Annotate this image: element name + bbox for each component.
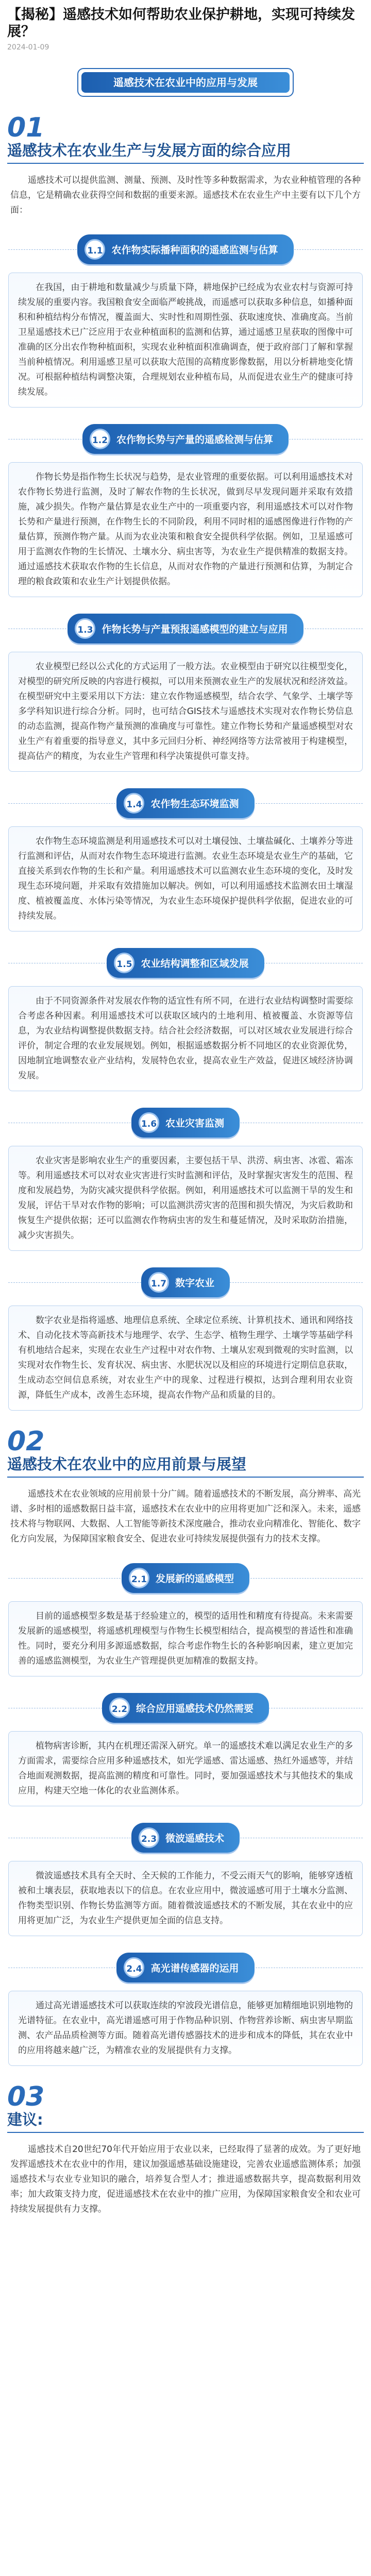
topic-title: 农作物生态环境监测 [150,798,239,810]
topic-number-badge: 2.3 [139,1827,159,1848]
topic-text: 农业灾害是影响农业生产的重要因素，主要包括干旱、洪涝、病虫害、冰雹、霜冻等。利用遥感技术可以对农业灾害进行实时监测和评估，及时掌握灾害发生的范围、程度和发展趋势，为防灾减灾提供科学依据。例如，利用遥感技术可以监测干旱的发生和发展，评估干旱对农作物的影响；可以监测洪涝灾害的范围和损失情况，为灾后救助和恢复生产提供依据；还可以监测农作物病虫害的发生和蔓延情况，及时采取防治措施，减少灾害损失。 [18,1156,353,1241]
section-1-header [0,114,371,164]
topic-block [8,1108,363,1251]
topic-card [8,826,363,931]
topic-card [8,1306,363,1411]
topic-pill [68,614,303,643]
topic-card [8,1731,363,1806]
topic-title: 农业灾害监测 [165,1117,224,1129]
topic-text: 农业模型已经以公式化的方式运用了一般方法。农业模型由于研究以往模型变化，对模型的研究所反映的内容进行模拟，可以用来预测农业生产的发展状况和经济效益。在模型研究中主要采用以下方法：建立农作物遥感模型，结合农学、气象学、土壤学等多学科知识进行综合分析。同时，也可结合GIS技术与遥感技术实现对农作物长势信息的动态监测，提高作物产量预测的准确度与可靠性。建立作物长势和产量遥感模型对农业生产有着重要的指导意义，其中多元回归分析、神经网络等方法常被用于构建模型，提高估产的精度，为农业生产管理和科学决策提供可靠支持。 [18,662,353,761]
banner-label: 遥感技术在农业中的应用与发展 [81,72,290,93]
topic-pill [77,234,293,264]
topic-number-badge: 1.4 [124,793,144,814]
topic-pill [102,1693,269,1723]
topic-block [8,1267,363,1411]
topic-block [8,948,363,1091]
topic-heading [8,1267,363,1297]
topic-block [8,1693,363,1806]
banner-frame [77,68,294,97]
topic-heading [8,788,363,818]
topic-title: 微波遥感技术 [165,1833,224,1844]
article-title: 【揭秘】遥感技术如何帮助农业保护耕地，实现可持续发展？ [7,7,355,40]
topic-heading [8,1953,363,1982]
section-intro: 遥感技术在农业领域的应用前景十分广阔。随着遥感技术的不断发展，高分辨率、高光谱、多时相的遥感数据日益丰富，遥感技术在农业中的应用将更加广泛和深入。未来，遥感技术将与物联网、大数据、人工智能等新技术深度融合，推动农业向精准化、智能化、数字化方向发展，为保障国家粮食安全、促进农业可持续发展提供强有力的技术支撑。 [10,1489,361,1544]
topic-number-badge: 2.1 [129,1568,149,1588]
topic-card [8,1861,363,1936]
topic-heading [8,614,363,643]
topic-text: 数字农业是指将遥感、地理信息系统、全球定位系统、计算机技术、通讯和网络技术、自动化技术等高新技术与地理学、农学、生态学、植物生理学、土壤学等基础学科有机地结合起来，实现在农业生产过程中对农作物、土壤从宏观到微观的实时监测，以实现对农作物生长、发育状况、病虫害、水肥状况以及相应的环境进行定期信息获取，生成动态空间信息系统，对农业生产中的现象、过程进行模拟，达到合理利用农业资源，降低生产成本，改善生态环境，提高农作物产品和质量的目的。 [18,1315,353,1400]
topic-title: 农作物长势与产量的遥感检测与估算 [116,434,273,446]
topic-pill [116,788,254,818]
publish-date: 2024-01-09 [7,43,49,52]
section-2-header [0,1428,371,1478]
topic-text: 在我国，由于耕地和数量减少与质量下降，耕地保护已经成为农业农村与资源可持续发展的重要内容。我国粮食安全面临严峻挑战，而遥感可以获取多种信息，如播种面积和种植结构分布情况，覆盖面大、实时性和周期性强、获取速度快、准确度高。当前卫星遥感技术已广泛应用于农业种植面积的监测和估算，通过遥感卫星获取的图像中可准确的区分出农作物种植面积，实现农业种植面积准确调查，便于政府部门了解和掌握当前种植情况。利用遥感卫星可以获取大范围的高精度影像数据，用以分析耕地变化情况。可根据种植结构调整决策，合理规划农业种植布局，从而促进农业生产的健康可持续发展。 [18,282,353,397]
topic-block [8,424,363,597]
topic-pill [82,424,289,454]
topic-pill [116,1953,254,1982]
topic-card [8,1146,363,1251]
topic-heading [8,948,363,978]
topic-pill [107,948,264,978]
topic-block [8,1563,363,1676]
topic-card [8,986,363,1091]
topic-heading [8,1108,363,1138]
topic-number-badge: 1.7 [148,1272,169,1293]
section-number: 03 [7,2081,45,2112]
section-number: 02 [7,1426,45,1457]
topic-block [8,788,363,931]
topic-heading [8,1563,363,1593]
topic-text: 微波遥感技术具有全天时、全天候的工作能力，不受云雨天气的影响，能够穿透植被和土壤表层，获取地表以下的信息。在农业应用中，微波遥感可用于土壤水分监测、作物类型识别、作物长势监测等方面。随着微波遥感技术的不断发展，其在农业中的应用将更加广泛，为农业生产提供更加全面的信息支持。 [18,1871,353,1926]
section-title: 建议: [7,2110,364,2133]
topic-text: 通过高光谱遥感技术可以获取连续的窄波段光谱信息，能够更加精细地识别地物的光谱特征。在农业中，高光谱遥感可用于作物品种识别、作物营养诊断、病虫害早期监测、农产品品质检测等方面。随着高光谱传感器技术的进步和成本的降低，其在农业中的应用将越来越广泛，为精准农业的发展提供有力支撑。 [18,2001,353,2056]
topic-pill [141,1267,230,1297]
topic-text: 目前的遥感模型多数是基于经验建立的，模型的适用性和精度有待提高。未来需要发展新的遥感模型，将遥感机理模型与作物生长模型相结合，提高模型的普适性和准确性。同时，要充分利用多源遥感数据，综合考虑作物生长的各种影响因素，建立更加完善的遥感监测模型，为农业生产管理提供更加精准的数据支持。 [18,1611,353,1666]
topic-card [8,1601,363,1676]
topic-heading [8,234,363,264]
topic-number-badge: 1.1 [85,239,105,260]
topic-title: 高光谱传感器的运用 [150,1962,239,1974]
topic-block [8,1953,363,2066]
topic-text: 植物病害诊断，其内在机理还需深入研究。单一的遥感技术难以满足农业生产的多方面需求，需要综合应用多种遥感技术，如光学遥感、雷达遥感、热红外遥感等，并结合地面观测数据，提高监测的精度和可靠性。同时，要加强遥感技术与其他技术的集成应用，构建天空地一体化的农业监测体系。 [18,1741,353,1796]
topic-number-badge: 2.2 [109,1698,130,1718]
topic-number-badge: 1.2 [90,429,110,449]
topic-card [8,462,363,597]
topic-heading [8,424,363,454]
topic-number-badge: 1.6 [139,1112,159,1133]
topic-title: 作物长势与产量预报遥感模型的建立与应用 [102,623,288,635]
section-3-header [0,2083,371,2133]
topic-pill [131,1108,240,1138]
topic-title: 数字农业 [175,1277,214,1289]
section-text: 遥感技术自20世纪70年代开始应用于农业以来，已经取得了显著的成效。为了更好地发挥遥感技术在农业中的作用，建议加强遥感基础设施建设，完善农业遥感监测体系；加强遥感技术与农业专业知识的融合，培养复合型人才；推进遥感数据共享，提高数据利用效率；加大政策支持力度，促进遥感技术在农业中的推广应用，为保障国家粮食安全和农业可持续发展提供有力支撑。 [10,2144,361,2214]
section-intro: 遥感技术可以提供监测、测量、预测、及时性等多种数据需求，为农业种植管理的各种信息，它是精确农业获得空间和数据的重要来源。遥感技术在农业生产中主要有以下几个方面： [10,175,361,215]
topic-block [8,1823,363,1936]
topic-title: 农作物实际播种面积的遥感监测与估算 [111,244,278,256]
topic-title: 综合应用遥感技术仍然需要 [136,1703,254,1715]
section-title: 遥感技术在农业中的应用前景与展望 [7,1455,364,1478]
topic-number-badge: 2.4 [124,1957,144,1978]
topic-heading [8,1823,363,1853]
topic-number-badge: 1.3 [75,618,95,639]
topic-block [8,614,363,772]
topic-number-badge: 1.5 [114,953,134,973]
topic-text: 农作物生态环境监测是利用遥感技术可以对土壤侵蚀、土壤盐碱化、土壤养分等进行监测和评估，从而对农作物生态环境进行监测。农业生态环境是农业生产的基础，它直接关系到农作物的生长和产量。利用遥感技术可以监测农业生态环境的变化，及时发现生态环境问题，并采取有效措施加以解决。例如，可以利用遥感技术监测农田土壤湿度、植被覆盖度、水体污染等情况，为农业生态环境保护提供科学依据，促进农业的可持续发展。 [18,836,353,921]
article-header [0,0,371,55]
topic-pill [122,1563,249,1593]
section-title: 遥感技术在农业生产与发展方面的综合应用 [7,141,364,164]
topic-heading [8,1693,363,1723]
topic-pill [131,1823,240,1853]
topic-block [8,234,363,408]
section-number: 01 [7,112,45,143]
topic-title: 农业结构调整和区域发展 [141,958,249,970]
topic-card [8,273,363,408]
topic-title: 发展新的遥感模型 [155,1573,234,1585]
topic-text: 作物长势是指作物生长状况与趋势，是农业管理的重要依据。可以利用遥感技术对农作物长势进行监测，及时了解农作物的生长状况，做到尽早发现问题并采取有效措施，减少损失。作物产量估算是农业生产中的一项重要内容，利用遥感技术可以对作物长势和产量进行预测，在作物生长的不同阶段，利用不同时相的遥感图像进行作物的产量估算，预测作物产量。从而为农业决策和粮食安全提供科学依据。例如，卫星遥感可用于监测农作物的生长情况、土壤水分、病虫害等，为农业生产提供精准的数据支持。通过遥感技术获取农作物的生长信息，从而对农作物的产量进行预测和估算，为制定合理的粮食政策和农业生产计划提供依据。 [18,472,353,587]
topic-card [8,1991,363,2066]
topic-banner [77,68,294,97]
topic-text: 由于不同资源条件对发展农作物的适宜性有所不同，在进行农业结构调整时需要综合考虑各种因素。利用遥感技术可以获取区域内的土地利用、植被覆盖、水资源等信息，为农业结构调整提供数据支持。结合社会经济数据，可以对区域农业发展进行综合评价，制定合理的农业发展规划。例如，根据遥感数据分析不同地区的农业资源优势，因地制宜地调整农业产业结构，发展特色农业，提高农业生产效益，促进区域经济协调发展。 [18,996,353,1081]
topic-card [8,652,363,772]
